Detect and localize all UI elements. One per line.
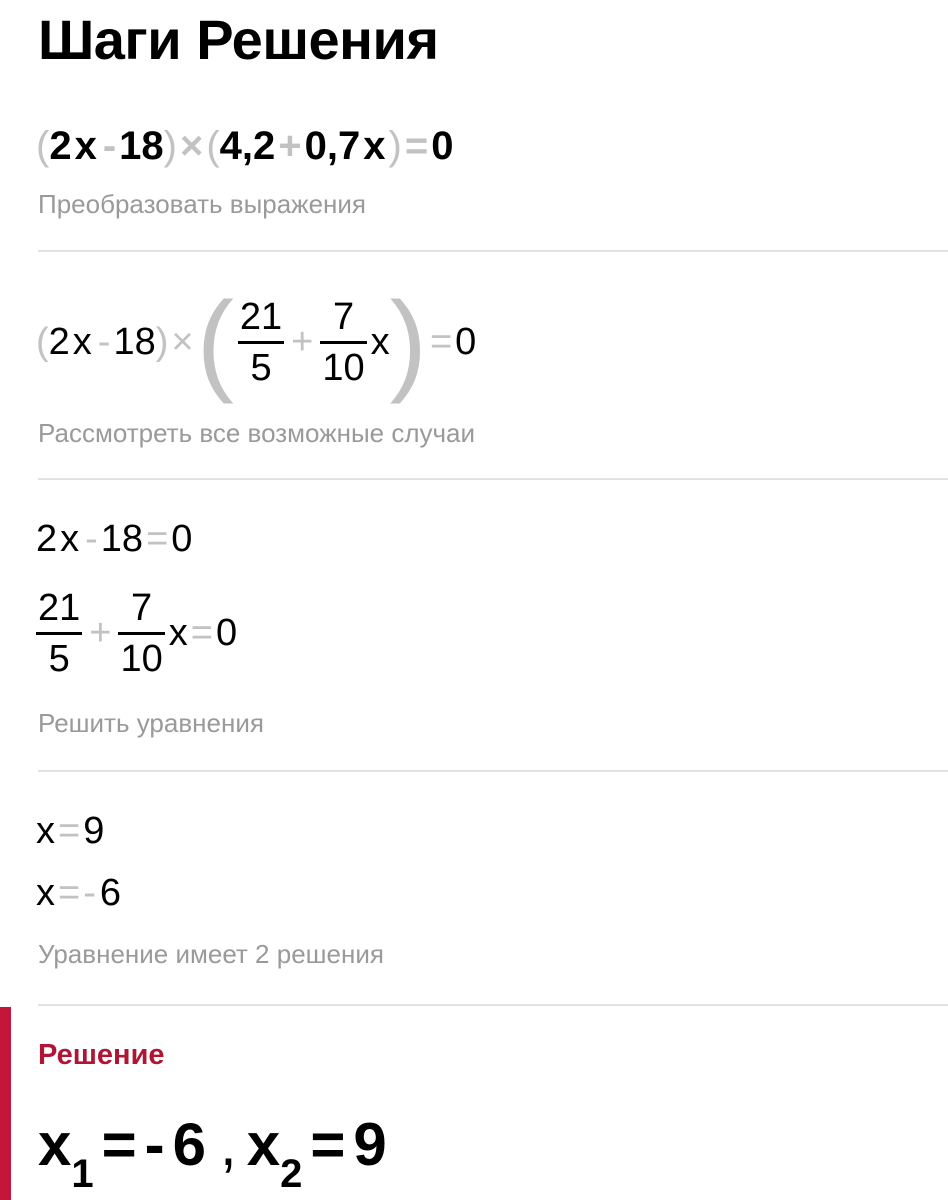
var-x2 [246, 1110, 303, 1196]
var-x: x [60, 517, 80, 560]
step-1-description: Преобразовать выражения [38, 189, 366, 219]
root-value-2: 9 [353, 1111, 387, 1178]
numerator: 21 [239, 295, 283, 338]
equals-sign: = [58, 871, 81, 914]
numerator: 7 [131, 586, 153, 629]
comma: , [220, 1111, 237, 1178]
equals-sign: = [58, 809, 81, 852]
root-value-1: 6 [172, 1111, 207, 1178]
times-sign: × [179, 123, 204, 168]
equals-sign: = [190, 611, 213, 654]
equals-sign: = [101, 1111, 137, 1178]
divider-3 [38, 770, 948, 772]
fraction-bar [36, 632, 82, 635]
denominator: 5 [250, 346, 272, 389]
divider-2 [38, 478, 948, 480]
fraction-21-5 [238, 295, 284, 389]
rhs-zero: 0 [431, 123, 454, 168]
times-sign: × [171, 320, 194, 363]
minus-sign: - [97, 320, 111, 363]
rhs-zero: 0 [215, 611, 238, 654]
var-x: x [36, 871, 55, 914]
denominator: 10 [120, 637, 163, 680]
term-b: 0,7 [304, 123, 361, 168]
root-value: 6 [99, 871, 121, 914]
var-x: x [38, 1111, 72, 1178]
fraction-7-10 [118, 586, 164, 680]
denominator: 10 [322, 346, 365, 389]
step-1-expression [36, 118, 453, 174]
term-a: 4,2 [219, 123, 276, 168]
step-2-expression [36, 279, 477, 404]
open-paren: ( [36, 320, 49, 363]
equals-sign: = [146, 517, 169, 560]
subscript-2: 2 [280, 1152, 303, 1196]
rhs-zero: 0 [171, 517, 193, 560]
coef: 2 [36, 517, 58, 560]
rhs-zero: 0 [455, 320, 477, 363]
var-x: x [168, 611, 188, 654]
subscript-1: 1 [71, 1152, 94, 1196]
equals-sign: = [429, 320, 453, 363]
close-paren-2: ) [388, 123, 402, 168]
root-value: 9 [83, 809, 105, 852]
var-x: x [72, 320, 92, 363]
coef: 2 [48, 320, 70, 363]
minus-sign: - [83, 871, 96, 914]
close-paren: ) [163, 123, 177, 168]
plus-sign: + [291, 320, 314, 363]
step-2-description: Рассмотреть все возможные случаи [38, 418, 476, 448]
step-3-equation-1 [36, 514, 192, 564]
minus-sign: - [144, 1111, 165, 1178]
open-paren: ( [36, 123, 50, 168]
var-x: x [246, 1111, 281, 1178]
var-x: x [74, 123, 97, 168]
step-3-description: Решить уравнения [38, 708, 264, 738]
solution-answer [38, 1110, 387, 1196]
big-open-paren: ( [196, 279, 234, 404]
var-x-2: x [363, 123, 386, 168]
open-paren-2: ( [206, 123, 220, 168]
step-3-equation-2 [36, 580, 237, 686]
var-x: x [36, 809, 55, 852]
step-4-root-2 [36, 868, 121, 918]
numerator: 7 [332, 295, 355, 338]
divider-1 [38, 250, 948, 252]
const: 18 [119, 123, 164, 168]
const: 18 [100, 517, 144, 560]
plus-sign: + [89, 611, 112, 654]
solution-label: Решение [38, 1039, 165, 1071]
step-4-description: Уравнение имеет 2 решения [38, 939, 384, 969]
page-title: Шаги Решения [38, 8, 439, 71]
denominator: 5 [48, 637, 70, 680]
const: 18 [113, 320, 156, 363]
close-paren: ) [155, 320, 169, 363]
minus-sign: - [102, 123, 117, 168]
numerator: 21 [38, 586, 81, 629]
equals-sign: = [404, 123, 429, 168]
fraction-bar [118, 632, 164, 635]
fraction-bar [238, 341, 284, 344]
solution-accent-bar [0, 1007, 11, 1200]
plus-sign: + [278, 123, 302, 168]
divider-4 [38, 1004, 948, 1006]
var-x-2: x [370, 320, 390, 363]
minus-sign: - [85, 517, 98, 560]
step-4-root-1 [36, 806, 104, 856]
fraction-21-5 [36, 586, 82, 680]
equals-sign-2: = [310, 1111, 346, 1178]
var-x1 [38, 1110, 94, 1196]
big-close-paren: ) [389, 279, 427, 404]
fraction-7-10 [320, 295, 366, 389]
fraction-bar [320, 341, 366, 344]
coef: 2 [49, 123, 72, 168]
